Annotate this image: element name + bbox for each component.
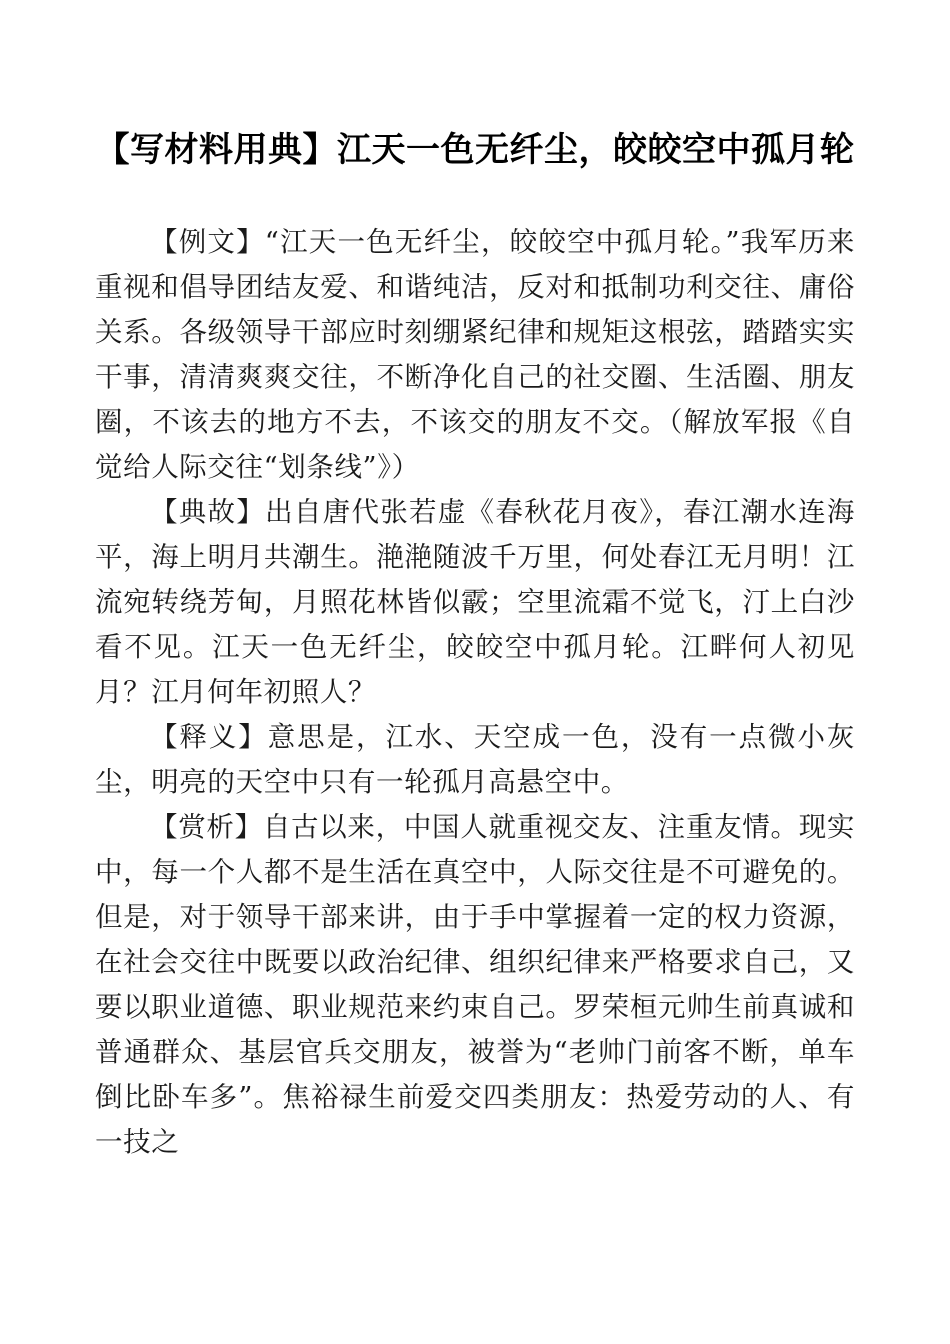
paragraph-group xyxy=(95,220,855,1165)
paragraph-shiyi: 【释义】意思是，江水、天空成一色，没有一点微小灰尘，明亮的天空中只有一轮孤月高悬空中。 xyxy=(95,721,855,798)
paragraph-diangu: 【典故】出自唐代张若虚《春秋花月夜》，春江潮水连海平，海上明月共潮生。滟滟随波千万里，何处春江无月明！江流宛转绕芳甸，月照花林皆似霰；空里流霜不觉飞，汀上白沙看不见。江天一色无纤尘，皎皎空中孤月轮。江畔何人初见月？江月何年初照人？ xyxy=(95,496,855,708)
paragraph-shangxi: 【赏析】自古以来，中国人就重视交友、注重友情。现实中，每一个人都不是生活在真空中，人际交往是不可避免的。但是，对于领导干部来讲，由于手中掌握着一定的权力资源，在社会交往中既要以政治纪律、组织纪律来严格要求自己，又要以职业道德、职业规范来约束自己。罗荣桓元帅生前真诚和普通群众、基层官兵交朋友，被誉为“老帅门前客不断，单车倒比卧车多”。焦裕禄生前爱交四类朋友：热爱劳动的人、有一技之 xyxy=(95,811,855,1158)
paragraph-liwen: 【例文】“江天一色无纤尘，皎皎空中孤月轮。”我军历来重视和倡导团结友爱、和谐纯洁，反对和抵制功利交往、庸俗关系。各级领导干部应时刻绷紧纪律和规矩这根弦，踏踏实实干事，清清爽爽交往，不断净化自己的社交圈、生活圈、朋友圈，不该去的地方不去，不该交的朋友不交。（解放军报《自觉给人际交往“划条线”》） xyxy=(95,226,855,483)
document-body xyxy=(95,0,855,1165)
page-title: 【写材料用典】江天一色无纤尘，皎皎空中孤月轮 xyxy=(95,130,855,170)
